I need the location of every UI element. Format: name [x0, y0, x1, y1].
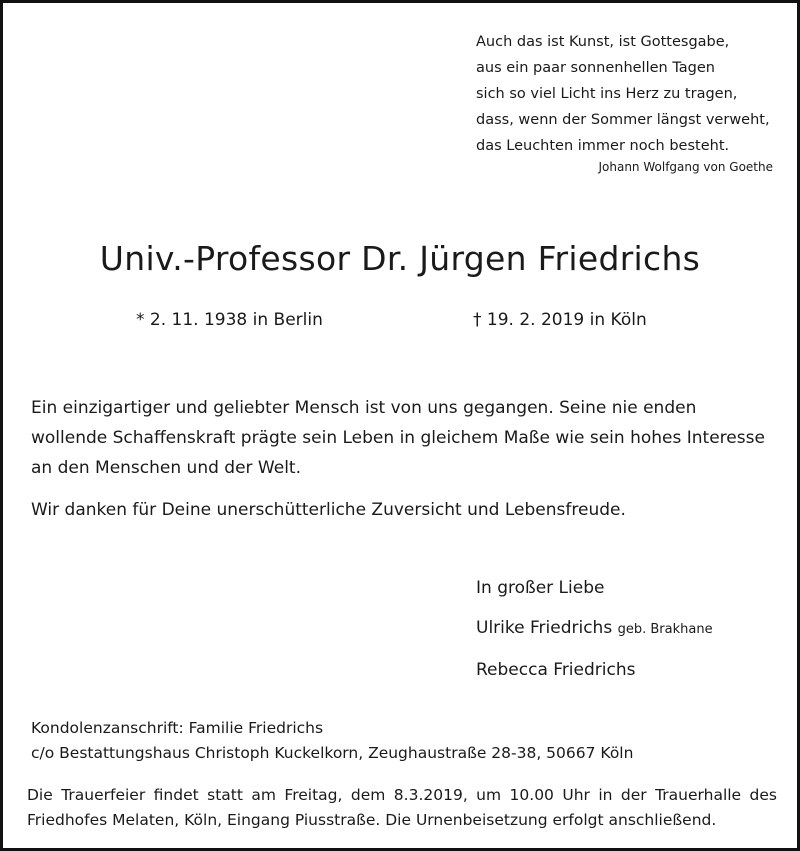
signoff-block	[476, 568, 713, 690]
poem-line: aus ein paar sonnenhellen Tagen	[476, 60, 715, 76]
condolence-line: c/o Bestattungshaus Christoph Kuckelkorn, Zeughaustraße 28-38, 50667 Köln	[31, 744, 634, 762]
poem-author: Johann Wolfgang von Goethe	[598, 160, 773, 174]
signoff-greeting: In großer Liebe	[476, 578, 605, 598]
memorial-text	[31, 393, 773, 537]
condolence-address	[31, 716, 633, 766]
condolence-line: Kondolenzanschrift: Familie Friedrichs	[31, 719, 324, 737]
memorial-paragraph: Wir danken für Deine unerschütterliche Zuversicht und Lebensfreude.	[31, 500, 626, 520]
birth-info: * 2. 11. 1938 in Berlin	[136, 310, 323, 330]
memorial-paragraph: Ein einzigartiger und geliebter Mensch ist von uns gegangen. Seine nie enden wollende Schaffenskraft prägte sein Leben in gleichem Maße wie sein hohes Interesse an den Menschen und der Welt.	[31, 398, 765, 478]
poem-line: sich so viel Licht ins Herz zu tragen,	[476, 86, 738, 102]
poem-block	[476, 29, 770, 159]
deceased-name: Univ.-Professor Dr. Jürgen Friedrichs	[99, 239, 701, 278]
mourner-maiden-name: geb. Brakhane	[617, 622, 713, 637]
mourner-name: Ulrike Friedrichs	[476, 618, 613, 638]
death-info: † 19. 2. 2019 in Köln	[473, 310, 647, 330]
poem-line: das Leuchten immer noch besteht.	[476, 138, 730, 154]
poem-line: Auch das ist Kunst, ist Gottesgabe,	[476, 34, 730, 50]
funeral-info: Die Trauerfeier findet statt am Freitag, dem 8.3.2019, um 10.00 Uhr in der Trauerhalle des Friedhofes Melaten, Köln, Eingang Piusstraße. Die Urnenbeisetzung erfolgt anschließend.	[27, 786, 777, 829]
poem-line: dass, wenn der Sommer längst verweht,	[476, 112, 770, 128]
mourner-entry	[476, 608, 713, 650]
mourner-name: Rebecca Friedrichs	[476, 660, 636, 680]
